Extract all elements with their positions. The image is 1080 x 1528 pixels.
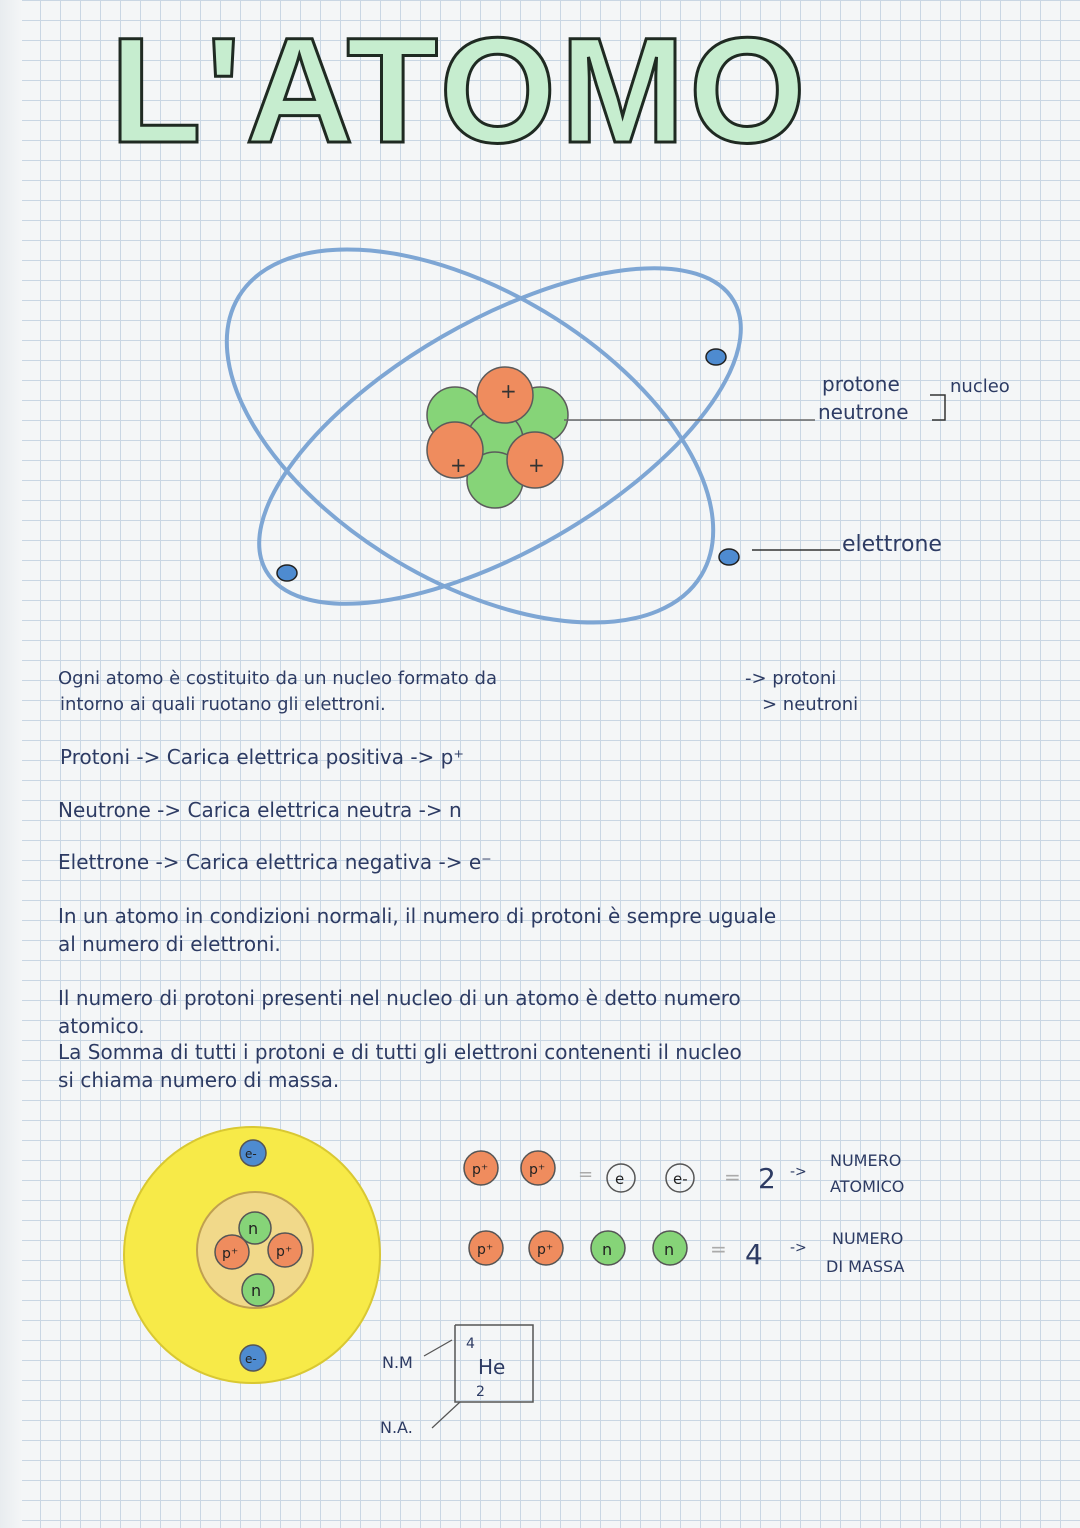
charge-elettrone: Elettrone -> Carica elettrica negativa -> e⁻	[58, 850, 492, 874]
eq-sign: =	[578, 1164, 594, 1185]
eq-arrow: ->	[790, 1164, 807, 1180]
intro-protoni: -> protoni	[745, 668, 837, 689]
label-nucleo: nucleo	[950, 376, 1010, 397]
label-protone: protone	[822, 372, 900, 396]
intro-line-2: intorno ai quali ruotano gli elettroni.	[60, 694, 386, 715]
label-na: N.A.	[380, 1418, 413, 1437]
element-mass-number: 4	[466, 1336, 475, 1352]
eq-p-label: p⁺	[477, 1242, 494, 1258]
eq-e-label: e-	[673, 1170, 688, 1188]
proton-sign: +	[450, 453, 467, 477]
proton-sign: +	[528, 453, 545, 477]
atomic-number-value: 2	[758, 1162, 776, 1195]
eq-p-label: p⁺	[472, 1162, 489, 1178]
proton-sign: +	[500, 379, 517, 403]
proton-label: p⁺	[222, 1246, 239, 1262]
element-symbol: He	[478, 1355, 506, 1379]
label-neutrone: neutrone	[818, 400, 909, 424]
eq-p-label: p⁺	[537, 1242, 554, 1258]
label-numero-atomico-2: ATOMICO	[830, 1177, 905, 1196]
para1-line-1: In un atomo in condizioni normali, il numero di protoni è sempre uguale	[58, 904, 777, 928]
para2-line-3: La Somma di tutti i protoni e di tutti gli elettroni contenenti il nucleo	[58, 1040, 742, 1064]
eq-n-label: n	[602, 1240, 613, 1259]
neutron-label: n	[248, 1219, 259, 1238]
para2-line-2: atomico.	[58, 1014, 145, 1038]
electron-label: e-	[245, 1147, 257, 1161]
eq-sign: =	[710, 1237, 727, 1261]
charge-neutrone: Neutrone -> Carica elettrica neutra -> n	[58, 798, 462, 822]
intro-line-1: Ogni atomo è costituito da un nucleo formato da	[58, 668, 497, 689]
para2-line-1: Il numero di protoni presenti nel nucleo di un atomo è detto numero	[58, 986, 741, 1010]
charge-protoni: Protoni -> Carica elettrica positiva -> p⁺	[60, 745, 464, 769]
label-numero-massa-1: NUMERO	[832, 1229, 904, 1248]
para2-line-4: si chiama numero di massa.	[58, 1068, 340, 1092]
eq-e-label: e	[615, 1170, 625, 1188]
intro-neutroni: > neutroni	[762, 694, 859, 715]
eq-n-label: n	[664, 1240, 675, 1259]
label-numero-atomico-1: NUMERO	[830, 1151, 902, 1170]
label-nm: N.M	[382, 1353, 413, 1372]
label-numero-massa-2: DI MASSA	[826, 1257, 905, 1276]
proton-label: p⁺	[276, 1244, 293, 1260]
eq-sign: =	[724, 1165, 741, 1189]
para1-line-2: al numero di elettroni.	[58, 932, 281, 956]
mass-number-value: 4	[745, 1238, 763, 1271]
page-title: L'ATOMO	[110, 6, 810, 174]
element-atomic-number: 2	[476, 1384, 485, 1400]
label-elettrone: elettrone	[842, 532, 942, 557]
na-pointer	[432, 1402, 460, 1428]
eq-arrow: ->	[790, 1240, 807, 1256]
nm-pointer	[424, 1340, 452, 1356]
electron-label: e-	[245, 1352, 257, 1366]
neutron-label: n	[251, 1281, 262, 1300]
eq-p-label: p⁺	[529, 1162, 546, 1178]
